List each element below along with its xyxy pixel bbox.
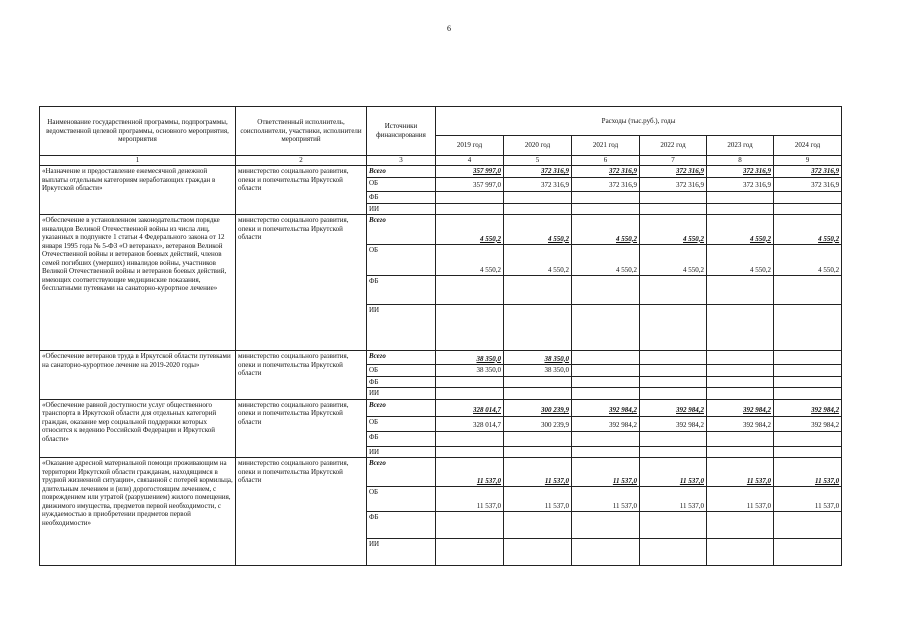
header-year: 2022 год bbox=[640, 136, 707, 156]
header-year: 2023 год bbox=[707, 136, 774, 156]
expense-value: 4 550,2 bbox=[572, 245, 640, 276]
funding-source: ОБ bbox=[367, 178, 436, 192]
expense-value: 392 984,2 bbox=[707, 416, 774, 431]
funding-source: ОБ bbox=[367, 365, 436, 377]
table-row bbox=[40, 458, 842, 487]
funding-source: ФБ bbox=[367, 276, 436, 305]
expense-value: 392 984,2 bbox=[707, 399, 774, 416]
expense-value: 4 550,2 bbox=[774, 215, 842, 245]
expense-value: 372 316,9 bbox=[572, 166, 640, 178]
expense-value bbox=[436, 388, 504, 400]
column-index: 4 bbox=[436, 156, 504, 166]
expense-value: 392 984,2 bbox=[774, 416, 842, 431]
table-row bbox=[40, 351, 842, 365]
expense-value: 11 537,0 bbox=[640, 487, 707, 512]
expense-value: 11 537,0 bbox=[572, 487, 640, 512]
expense-value bbox=[707, 388, 774, 400]
funding-source: Всего bbox=[367, 399, 436, 416]
funding-source: ОБ bbox=[367, 487, 436, 512]
column-index: 3 bbox=[367, 156, 436, 166]
expense-value: 4 550,2 bbox=[640, 245, 707, 276]
expense-value bbox=[436, 203, 504, 215]
expense-value bbox=[640, 388, 707, 400]
funding-source: ИИ bbox=[367, 539, 436, 566]
expense-value: 11 537,0 bbox=[707, 487, 774, 512]
expense-value bbox=[572, 446, 640, 458]
expense-value bbox=[572, 276, 640, 305]
expense-value: 372 316,9 bbox=[504, 166, 572, 178]
table-row bbox=[40, 399, 842, 416]
column-index: 1 bbox=[40, 156, 236, 166]
expense-value bbox=[436, 376, 504, 388]
expense-value bbox=[436, 431, 504, 446]
expense-value bbox=[504, 276, 572, 305]
expense-value: 372 316,9 bbox=[504, 178, 572, 192]
expense-value bbox=[572, 203, 640, 215]
expense-value bbox=[436, 446, 504, 458]
expense-value bbox=[504, 388, 572, 400]
expense-value: 38 350,0 bbox=[504, 351, 572, 365]
expense-value: 392 984,2 bbox=[572, 399, 640, 416]
measure-name: «Обеспечение ветеранов труда в Иркутской области путевками на санаторно-курортное лечение на 2019-2020 годы» bbox=[40, 351, 236, 400]
expense-value bbox=[640, 431, 707, 446]
table-row bbox=[40, 166, 842, 178]
measure-name: «Назначение и предоставление ежемесячной денежной выплаты отдельным категориям неработающих граждан в Иркутской области» bbox=[40, 166, 236, 215]
column-index: 5 bbox=[504, 156, 572, 166]
expense-value: 4 550,2 bbox=[572, 215, 640, 245]
expense-value bbox=[640, 192, 707, 204]
expense-value: 4 550,2 bbox=[504, 215, 572, 245]
expense-value: 11 537,0 bbox=[436, 487, 504, 512]
expense-value: 392 984,2 bbox=[774, 399, 842, 416]
expense-value bbox=[436, 512, 504, 539]
expense-value: 300 239,9 bbox=[504, 416, 572, 431]
expense-value bbox=[774, 512, 842, 539]
expense-value bbox=[640, 203, 707, 215]
responsible-executor: министерство социального развития, опеки и попечительства Иркутской области bbox=[236, 458, 367, 566]
expense-value: 372 316,9 bbox=[707, 166, 774, 178]
header-responsible: Ответственный исполнитель, соисполнители, участники, исполнители мероприятий bbox=[236, 107, 367, 156]
expense-value bbox=[707, 365, 774, 377]
funding-source: ФБ bbox=[367, 192, 436, 204]
expense-value: 328 014,7 bbox=[436, 399, 504, 416]
funding-source: ИИ bbox=[367, 203, 436, 215]
expense-value bbox=[504, 431, 572, 446]
expense-value bbox=[774, 276, 842, 305]
expense-value bbox=[572, 431, 640, 446]
expense-value: 4 550,2 bbox=[436, 215, 504, 245]
expense-value bbox=[640, 276, 707, 305]
expense-value: 4 550,2 bbox=[774, 245, 842, 276]
expense-value: 328 014,7 bbox=[436, 416, 504, 431]
expense-value: 4 550,2 bbox=[707, 245, 774, 276]
expense-value bbox=[707, 431, 774, 446]
funding-source: Всего bbox=[367, 351, 436, 365]
expense-value bbox=[774, 376, 842, 388]
expense-value: 38 350,0 bbox=[504, 365, 572, 377]
expense-value bbox=[707, 539, 774, 566]
expense-value bbox=[707, 276, 774, 305]
column-index: 9 bbox=[774, 156, 842, 166]
expense-value: 372 316,9 bbox=[572, 178, 640, 192]
funding-source: ИИ bbox=[367, 388, 436, 400]
header-expenses: Расходы (тыс.руб.), годы bbox=[436, 107, 842, 136]
expense-value bbox=[640, 512, 707, 539]
expense-value bbox=[504, 192, 572, 204]
expense-value bbox=[436, 192, 504, 204]
expense-value bbox=[707, 446, 774, 458]
funding-source: ОБ bbox=[367, 245, 436, 276]
expense-value bbox=[436, 305, 504, 351]
expense-value bbox=[707, 351, 774, 365]
funding-source: Всего bbox=[367, 215, 436, 245]
expense-value: 392 984,2 bbox=[640, 399, 707, 416]
expense-value bbox=[504, 512, 572, 539]
expense-value bbox=[774, 388, 842, 400]
expense-value bbox=[774, 305, 842, 351]
expense-value bbox=[572, 305, 640, 351]
funding-source: ФБ bbox=[367, 431, 436, 446]
expense-value bbox=[572, 365, 640, 377]
expense-value bbox=[707, 192, 774, 204]
expense-value bbox=[707, 376, 774, 388]
column-index: 6 bbox=[572, 156, 640, 166]
header-source: Источники финансирования bbox=[367, 107, 436, 156]
expense-value: 11 537,0 bbox=[774, 487, 842, 512]
funding-source: ФБ bbox=[367, 376, 436, 388]
expense-value: 4 550,2 bbox=[436, 245, 504, 276]
expense-value: 11 537,0 bbox=[707, 458, 774, 487]
expense-value bbox=[640, 446, 707, 458]
expense-value: 300 239,9 bbox=[504, 399, 572, 416]
expense-value bbox=[707, 512, 774, 539]
funding-source: Всего bbox=[367, 458, 436, 487]
expense-value bbox=[707, 203, 774, 215]
expense-value: 357 997,0 bbox=[436, 178, 504, 192]
table-row bbox=[40, 215, 842, 245]
expense-value: 372 316,9 bbox=[640, 178, 707, 192]
expense-value bbox=[504, 305, 572, 351]
funding-source: Всего bbox=[367, 166, 436, 178]
header-year: 2021 год bbox=[572, 136, 640, 156]
measure-name: «Обеспечение в установленном законодательством порядке инвалидов Великой Отечественной войны из числа лиц, указанных в подпункте 1 статьи 4 Федерального закона от 12 января 1995 года № 5-ФЗ «О ветеранах», ветеранов Великой Отечественной войны и ветеранов боевых действий, членов семей погибших (умерших) инвалидов войны, участников Великой Отечественной войны и ветеранов боевых действий, имеющих соответствующие медицинские показания, бесплатными путевками на санаторно-курортное лечение» bbox=[40, 215, 236, 351]
expense-value bbox=[572, 512, 640, 539]
expense-value bbox=[774, 192, 842, 204]
expense-value: 11 537,0 bbox=[504, 458, 572, 487]
expense-value bbox=[640, 305, 707, 351]
expense-value bbox=[640, 351, 707, 365]
expense-value: 4 550,2 bbox=[707, 215, 774, 245]
responsible-executor: министерство социального развития, опеки и попечительства Иркутской области bbox=[236, 166, 367, 215]
expense-value bbox=[774, 203, 842, 215]
measure-name: «Оказание адресной материальной помощи проживающим на территории Иркутской области гражданам, находящимся в трудной жизненной ситуации», связанной с потерей кормильца, длительным лечением и (или) дорогостоящим лечением, с повреждением или утратой (разрушением) жилого помещения, движимого имущества, предметов первой необходимости, с нуждаемостью в приобретении предметов первой необходимости» bbox=[40, 458, 236, 566]
expense-value bbox=[504, 539, 572, 566]
column-index: 7 bbox=[640, 156, 707, 166]
expense-value bbox=[504, 203, 572, 215]
column-index: 8 bbox=[707, 156, 774, 166]
header-year: 2020 год bbox=[504, 136, 572, 156]
expense-value: 372 316,9 bbox=[640, 166, 707, 178]
header-year: 2019 год bbox=[436, 136, 504, 156]
expense-value bbox=[572, 192, 640, 204]
responsible-executor: министерство социального развития, опеки и попечительства Иркутской области bbox=[236, 215, 367, 351]
funding-source: ИИ bbox=[367, 305, 436, 351]
header-name: Наименование государственной программы, подпрограммы, ведомственной целевой программы, основного мероприятия, мероприятия bbox=[40, 107, 236, 156]
expense-value bbox=[504, 376, 572, 388]
funding-source: ФБ bbox=[367, 512, 436, 539]
expense-value: 4 550,2 bbox=[504, 245, 572, 276]
expense-value bbox=[774, 351, 842, 365]
expense-value: 38 350,0 bbox=[436, 351, 504, 365]
expense-value: 372 316,9 bbox=[774, 166, 842, 178]
expense-value bbox=[572, 539, 640, 566]
expense-value bbox=[572, 351, 640, 365]
expense-value bbox=[572, 388, 640, 400]
expense-value: 357 997,0 bbox=[436, 166, 504, 178]
expense-value bbox=[436, 539, 504, 566]
expenses-table bbox=[39, 106, 842, 566]
expense-value bbox=[774, 431, 842, 446]
expense-value: 372 316,9 bbox=[774, 178, 842, 192]
responsible-executor: министерство социального развития, опеки и попечительства Иркутской области bbox=[236, 399, 367, 458]
expense-value: 11 537,0 bbox=[774, 458, 842, 487]
expense-value bbox=[707, 305, 774, 351]
expense-value bbox=[774, 539, 842, 566]
funding-source: ОБ bbox=[367, 416, 436, 431]
expense-value: 11 537,0 bbox=[572, 458, 640, 487]
expense-value: 38 350,0 bbox=[436, 365, 504, 377]
page-number: 6 bbox=[447, 24, 451, 33]
expense-value bbox=[640, 376, 707, 388]
expense-value: 11 537,0 bbox=[640, 458, 707, 487]
expense-value: 11 537,0 bbox=[504, 487, 572, 512]
expense-value: 392 984,2 bbox=[640, 416, 707, 431]
expense-value bbox=[572, 376, 640, 388]
expense-value: 11 537,0 bbox=[436, 458, 504, 487]
expense-value: 372 316,9 bbox=[707, 178, 774, 192]
column-index: 2 bbox=[236, 156, 367, 166]
expense-value: 392 984,2 bbox=[572, 416, 640, 431]
measure-name: «Обеспечение равной доступности услуг общественного транспорта в Иркутской области для отдельных категорий граждан, оказание мер социальной поддержки которых относится к ведению Российской Федерации и Иркутской области» bbox=[40, 399, 236, 458]
responsible-executor: министерство социального развития, опеки и попечительства Иркутской области bbox=[236, 351, 367, 400]
expense-value bbox=[774, 365, 842, 377]
expense-value bbox=[436, 276, 504, 305]
expense-value bbox=[774, 446, 842, 458]
expense-value bbox=[504, 446, 572, 458]
funding-source: ИИ bbox=[367, 446, 436, 458]
expense-value bbox=[640, 539, 707, 566]
expense-value bbox=[640, 365, 707, 377]
expense-value: 4 550,2 bbox=[640, 215, 707, 245]
header-year: 2024 год bbox=[774, 136, 842, 156]
